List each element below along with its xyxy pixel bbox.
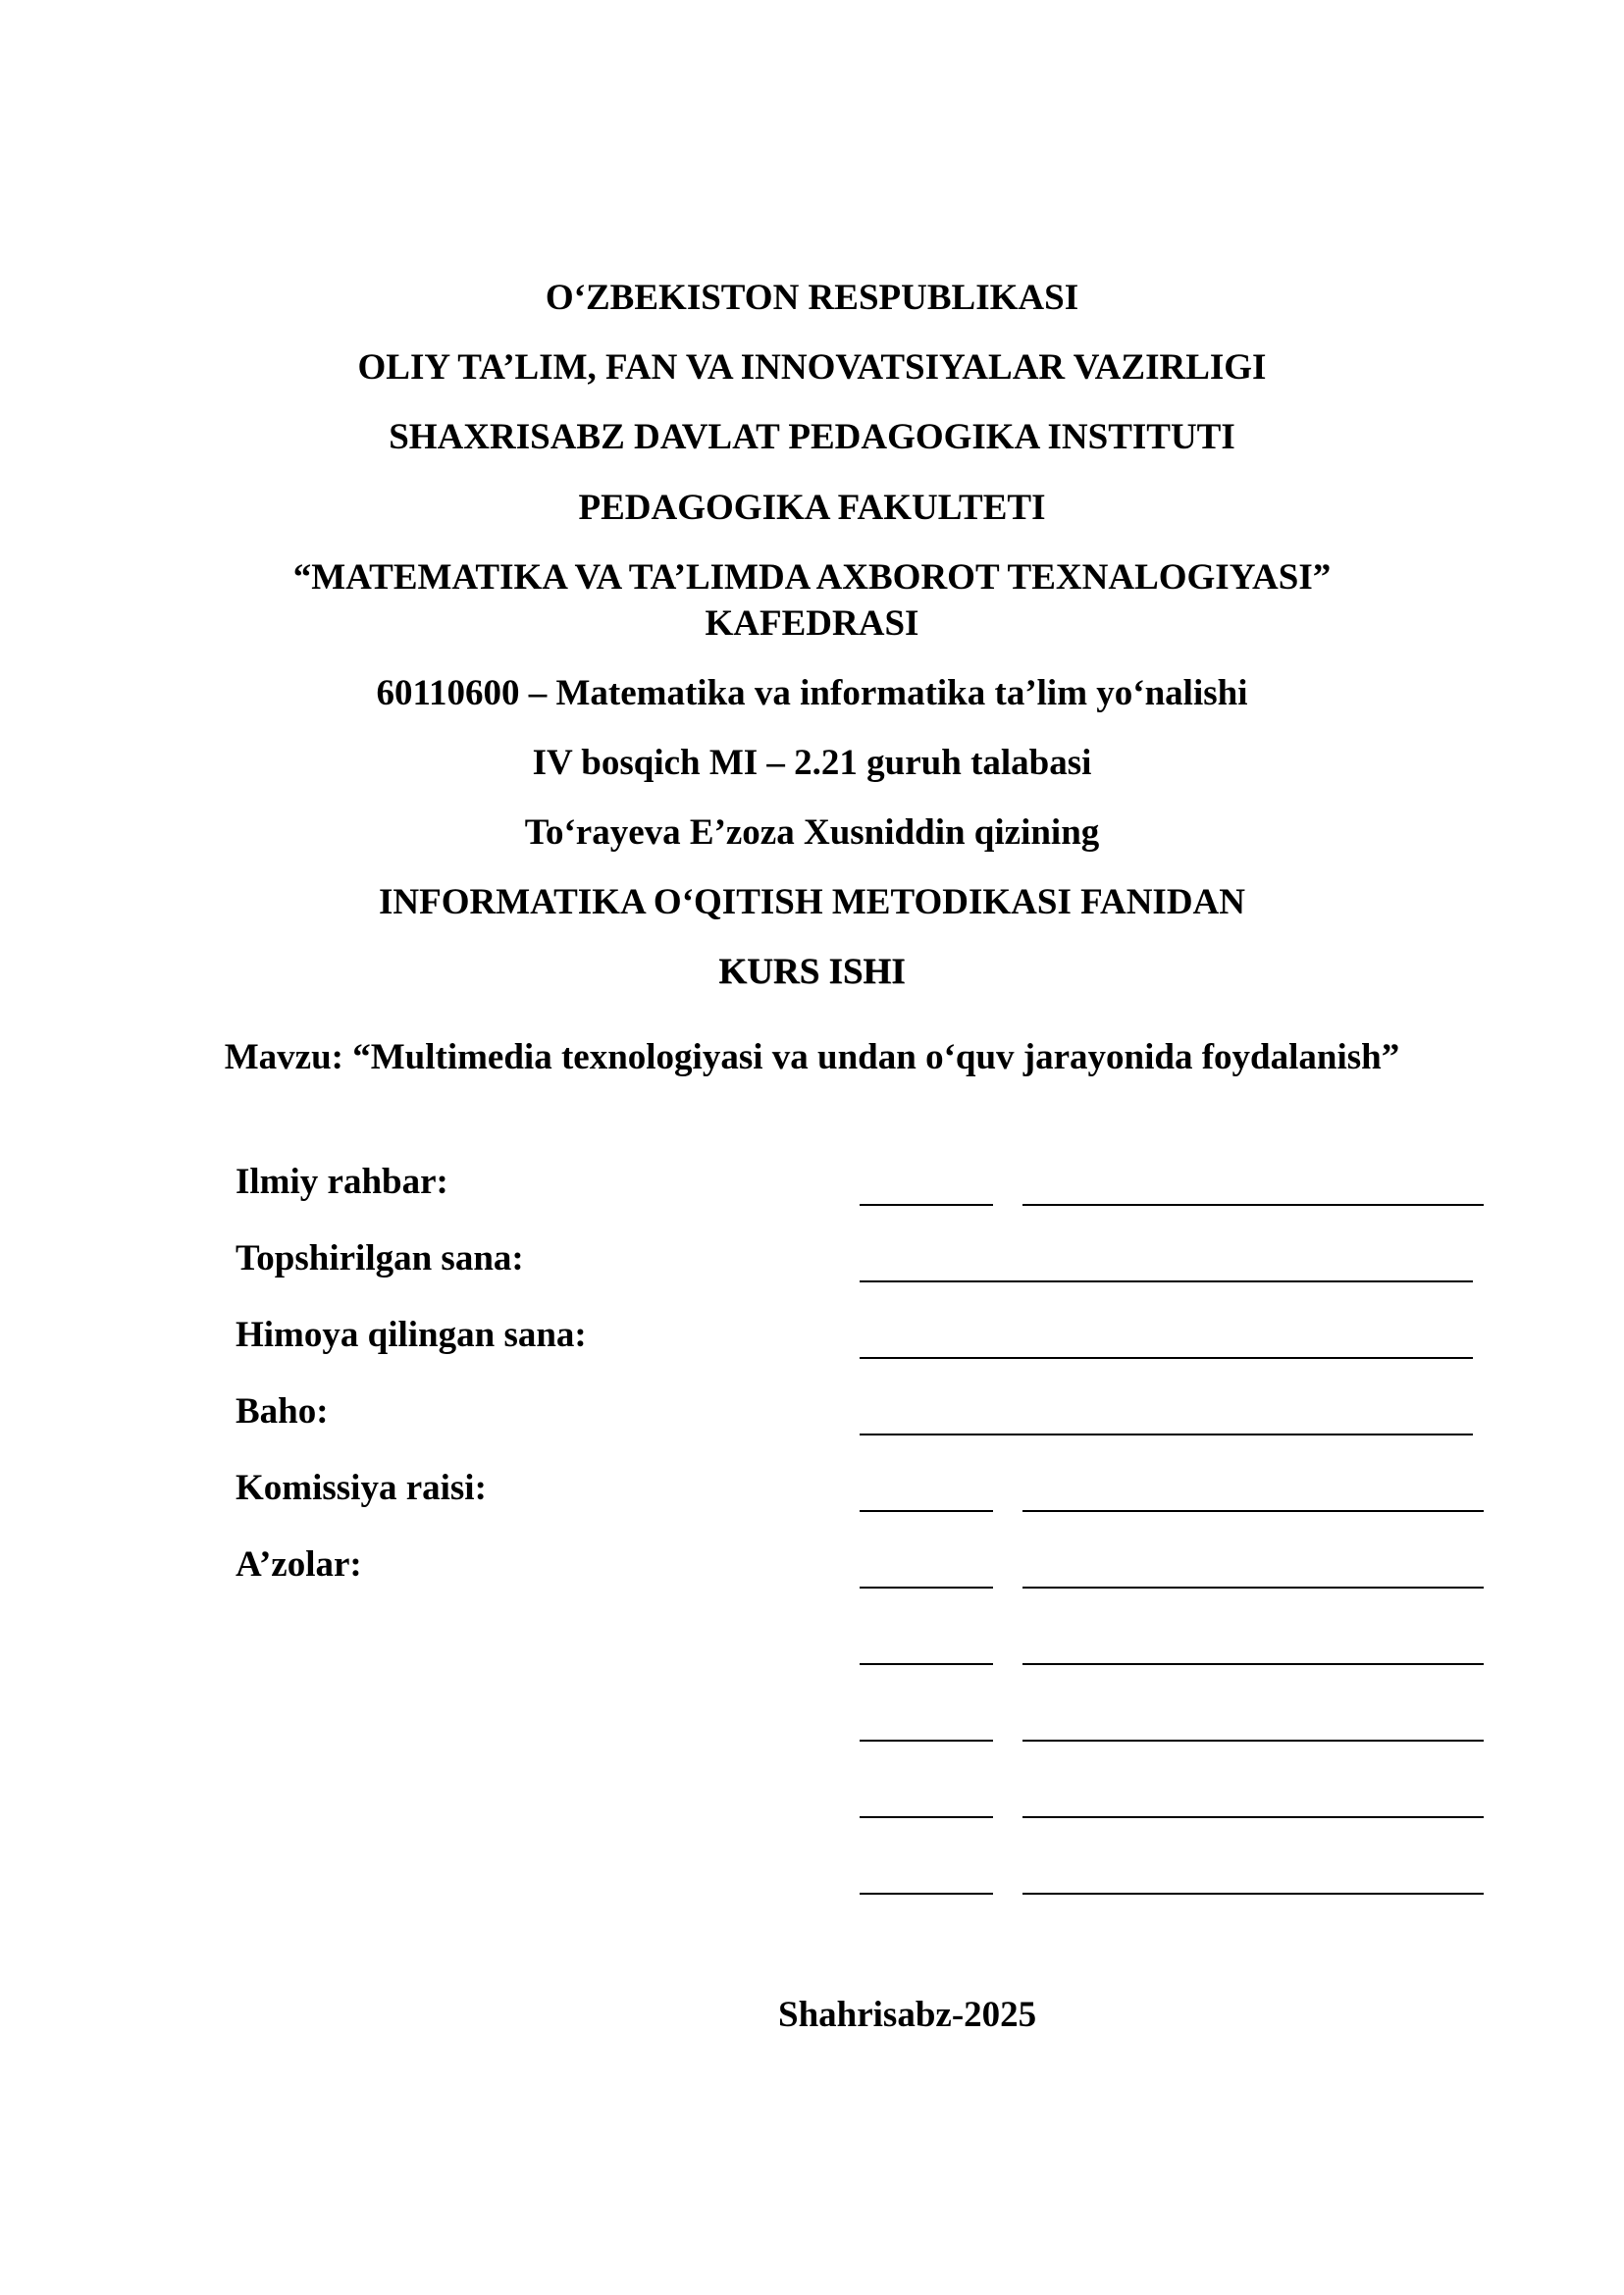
defended-date-line: [860, 1357, 1473, 1359]
member-4-signature-line: [860, 1816, 993, 1818]
advisor-name-line: [1022, 1204, 1484, 1206]
member-3-signature-line: [860, 1740, 993, 1742]
department-heading-line1: “MATEMATIKA VA TA’LIMDA AXBOROT TEXNALOGIYASI”: [292, 557, 1332, 598]
members-label: A’zolar:: [236, 1544, 362, 1585]
faculty-heading: PEDAGOGIKA FAKULTETI: [578, 488, 1046, 528]
member-1-signature-line: [860, 1587, 993, 1589]
member-4-name-line: [1022, 1816, 1484, 1818]
student-name: To‘rayeva E’zoza Xusniddin qizining: [524, 812, 1100, 853]
member-1-name-line: [1022, 1587, 1484, 1589]
ministry-heading: OLIY TA’LIM, FAN VA INNOVATSIYALAR VAZIRLIGI: [357, 347, 1267, 388]
republic-heading: O‘ZBEKISTON RESPUBLIKASI: [545, 278, 1079, 318]
member-5-signature-line: [860, 1893, 993, 1895]
city-year: Shahrisabz-2025: [778, 1995, 1037, 2035]
defended-date-label: Himoya qilingan sana:: [236, 1315, 587, 1355]
submitted-date-line: [860, 1280, 1473, 1282]
advisor-signature-line: [860, 1204, 993, 1206]
member-2-signature-line: [860, 1663, 993, 1665]
member-5-name-line: [1022, 1893, 1484, 1895]
department-heading-line2: KAFEDRASI: [705, 603, 919, 644]
group-line: IV bosqich MI – 2.21 guruh talabasi: [532, 743, 1092, 783]
chair-signature-line: [860, 1510, 993, 1512]
work-type-title: KURS ISHI: [718, 952, 906, 992]
grade-line: [860, 1434, 1473, 1435]
topic-line: Mavzu: “Multimedia texnologiyasi va undan o‘quv jarayonida foydalanish”: [224, 1037, 1400, 1077]
chair-name-line: [1022, 1510, 1484, 1512]
institute-heading: SHAXRISABZ DAVLAT PEDAGOGIKA INSTITUTI: [389, 417, 1235, 457]
commission-chair-label: Komissiya raisi:: [236, 1468, 487, 1508]
advisor-label: Ilmiy rahbar:: [236, 1162, 448, 1202]
subject-line: INFORMATIKA O‘QITISH METODIKASI FANIDAN: [379, 882, 1245, 922]
submitted-date-label: Topshirilgan sana:: [236, 1238, 524, 1278]
member-3-name-line: [1022, 1740, 1484, 1742]
program-line: 60110600 – Matematika va informatika ta’lim yo‘nalishi: [376, 673, 1248, 713]
member-2-name-line: [1022, 1663, 1484, 1665]
grade-label: Baho:: [236, 1391, 329, 1432]
